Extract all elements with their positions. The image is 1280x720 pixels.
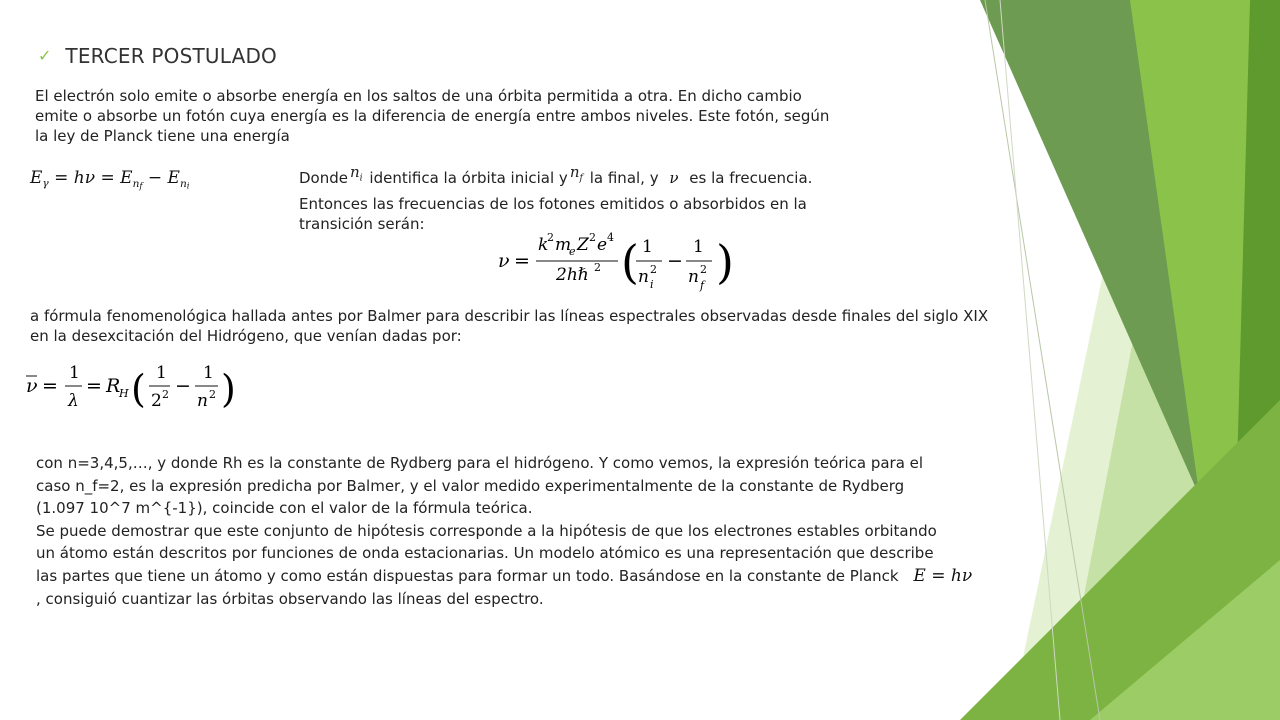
symbol-base: n [569, 163, 580, 181]
eq-superscript: 2 [700, 263, 707, 276]
conclusion-line: (1.097 10^7 m^{-1}), coincide con el valor de la fórmula teórica. [36, 499, 533, 518]
eq-paren: ) [716, 235, 734, 289]
explanation-text: la final, y [589, 169, 659, 187]
conclusion-line: con n=3,4,5,…, y donde Rh es la constante de Rydberg para el hidrógeno. Y como vemos, la expresión teórica para el [36, 454, 924, 472]
eq-number: 1 [693, 237, 704, 257]
conclusion-line: un átomo están descritos por funciones de onda estacionarias. Un modelo atómico es una representación que describe [36, 544, 934, 563]
eq-symbol: n [197, 391, 208, 411]
eq-paren: ( [131, 367, 146, 411]
eq-subscript: γ [42, 177, 49, 190]
eq-operator: = [100, 168, 115, 188]
eq-symbol: n [638, 267, 649, 287]
page-title: TERCER POSTULADO [65, 44, 277, 68]
eq-paren: ) [221, 367, 236, 411]
intro-line: la ley de Planck tiene una energía [35, 127, 290, 145]
eq-subscript-f: f [139, 180, 143, 191]
eq-symbol: ν [498, 250, 510, 272]
eq-symbol: m [555, 235, 572, 255]
balmer-line: en la desexcitación del Hidrógeno, que venían dadas por: [30, 327, 462, 345]
eq-superscript: 2 [162, 388, 169, 401]
eq-symbol: λ [68, 391, 79, 411]
eq-operator: − [147, 168, 163, 188]
intro-line: El electrón solo emite o absorbe energía en los saltos de una órbita permitida a otra. En dicho cambio [35, 87, 802, 105]
eq-number: 1 [642, 237, 653, 257]
eq-subscript: i [650, 278, 654, 291]
conclusion-line: , consiguió cuantizar las órbitas observando las líneas del espectro. [36, 589, 544, 608]
symbol-subscript: f [579, 172, 583, 184]
eq-number: 1 [203, 363, 214, 383]
conclusion-text: las partes que tiene un átomo y como están dispuestas para formar un todo. Basándose en la constante de Planck [36, 566, 899, 585]
eq-operator: = [514, 250, 530, 272]
balmer-line: a fórmula fenomenológica hallada antes por Balmer para describir las líneas espectrales observadas desde finales del siglo XIX [30, 307, 989, 325]
photon-energy-equation [30, 168, 189, 190]
eq-subscript: H [119, 387, 129, 400]
eq-operator: − [175, 375, 191, 397]
eq-superscript: 2 [594, 261, 601, 274]
eq-number: 1 [156, 363, 167, 383]
eq-symbol: 2hℏ [556, 265, 589, 285]
explanation-line [299, 163, 813, 194]
eq-subscript-n: n [179, 177, 187, 190]
eq-superscript: 2 [547, 231, 554, 244]
explanation-text: es la frecuencia. [689, 169, 813, 187]
eq-symbol: E [913, 565, 926, 586]
eq-paren: ( [621, 235, 639, 289]
frequency-equation [490, 228, 740, 294]
eq-subscript: e [569, 245, 576, 258]
rydberg-equation [20, 360, 245, 414]
eq-symbol: k [538, 235, 549, 255]
intro-line: emite o absorbe un fotón cuya energía es la diferencia de energía entre ambos niveles. Este fotón, según [35, 107, 830, 125]
conclusion-line: caso n_f=2, es la expresión predicha por Balmer, y el valor medido experimentalmente de la constante de Rydberg [36, 476, 905, 495]
eq-operator: = [86, 375, 102, 397]
eq-subscript: f [700, 279, 705, 292]
slide-heading [38, 44, 277, 68]
planck-equation [913, 566, 972, 586]
eq-symbol: E [167, 168, 180, 188]
eq-number: 1 [69, 363, 80, 383]
check-icon: ✓ [38, 46, 52, 65]
eq-superscript: 2 [589, 231, 596, 244]
explanation-line: Entonces las frecuencias de los fotones emitidos o absorbidos en la [299, 195, 807, 214]
explanation-text: Donde [299, 169, 348, 187]
intro-paragraph [35, 86, 829, 146]
eq-symbol: hν [73, 168, 96, 188]
explanation-text: identifica la órbita inicial y [369, 169, 568, 187]
conclusion-paragraph [36, 452, 972, 610]
eq-operator: = [931, 565, 946, 586]
eq-symbol: ν [26, 375, 38, 397]
eq-operator: = [54, 168, 69, 188]
symbol-nu: ν [669, 169, 679, 187]
eq-subscript-n: n [132, 177, 140, 190]
eq-symbol: hν [950, 565, 973, 586]
explanation-line: transición serán: [299, 215, 425, 234]
symbol-base: n [349, 163, 360, 181]
eq-subscript-i: i [186, 180, 190, 191]
conclusion-line [36, 565, 972, 588]
eq-symbol: n [688, 267, 699, 287]
eq-symbol: E [120, 168, 133, 188]
explanation-paragraph [299, 163, 813, 234]
eq-symbol: Z [577, 235, 589, 255]
eq-subscript [133, 178, 143, 190]
symbol-n-initial [350, 162, 363, 188]
eq-superscript: 4 [607, 231, 614, 244]
symbol-n-final [570, 162, 583, 188]
symbol-subscript: i [359, 172, 363, 184]
conclusion-line: Se puede demostrar que este conjunto de hipótesis corresponde a la hipótesis de que los electrones estables orbitando [36, 521, 937, 540]
eq-operator: = [42, 375, 58, 397]
eq-symbol: e [597, 235, 608, 255]
eq-number: 2 [151, 391, 162, 411]
eq-subscript [180, 178, 190, 190]
eq-symbol: R [106, 375, 121, 397]
eq-superscript: 2 [650, 263, 657, 276]
eq-symbol: E [30, 168, 43, 188]
eq-superscript: 2 [209, 388, 216, 401]
eq-operator: − [667, 250, 683, 272]
balmer-paragraph [30, 306, 988, 346]
